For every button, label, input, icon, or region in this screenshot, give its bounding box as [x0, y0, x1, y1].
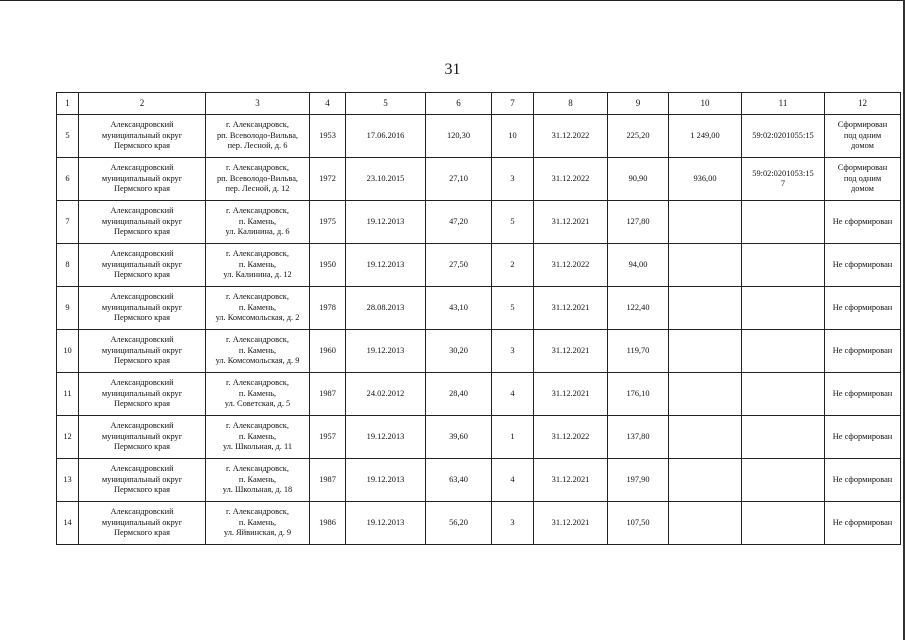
cell-land-area — [669, 373, 742, 416]
cell-living-area: 127,80 — [608, 201, 669, 244]
cell-area: 120,30 — [426, 115, 492, 158]
column-number-header: 11 — [742, 93, 825, 115]
cell-year: 1953 — [310, 115, 346, 158]
table-row — [57, 416, 901, 459]
cell-area: 47,20 — [426, 201, 492, 244]
column-number-header: 5 — [346, 93, 426, 115]
cell-residents: 4 — [492, 373, 534, 416]
cell-municipality: Александровский муниципальный округ Пермского края — [79, 416, 206, 459]
cell-land-area — [669, 244, 742, 287]
cell-area: 27,50 — [426, 244, 492, 287]
cell-deadline: 31.12.2021 — [534, 459, 608, 502]
cell-living-area: 90,90 — [608, 158, 669, 201]
cell-date: 19.12.2013 — [346, 416, 426, 459]
table-row — [57, 115, 901, 158]
cell-deadline: 31.12.2021 — [534, 330, 608, 373]
cell-residents: 3 — [492, 330, 534, 373]
cell-land-status: Не сформирован — [825, 416, 901, 459]
cell-year: 1978 — [310, 287, 346, 330]
cell-year: 1986 — [310, 502, 346, 545]
cell-date: 19.12.2013 — [346, 502, 426, 545]
column-number-header: 9 — [608, 93, 669, 115]
cell-address: г. Александровск, п. Камень, ул. Калинина, д. 12 — [206, 244, 310, 287]
cell-no: 14 — [57, 502, 79, 545]
cell-residents: 4 — [492, 459, 534, 502]
cell-year: 1957 — [310, 416, 346, 459]
cell-cadastral: 59:02:0201053:15 7 — [742, 158, 825, 201]
cell-residents: 5 — [492, 201, 534, 244]
cell-land-status: Не сформирован — [825, 201, 901, 244]
cell-date: 19.12.2013 — [346, 330, 426, 373]
table-row — [57, 201, 901, 244]
cell-land-area — [669, 330, 742, 373]
cell-living-area: 107,50 — [608, 502, 669, 545]
cell-year: 1987 — [310, 373, 346, 416]
cell-land-area: 936,00 — [669, 158, 742, 201]
table-row — [57, 158, 901, 201]
cell-cadastral — [742, 287, 825, 330]
table-header-row — [57, 93, 901, 115]
table-row — [57, 502, 901, 545]
cell-cadastral — [742, 330, 825, 373]
cell-area: 28,40 — [426, 373, 492, 416]
table-row — [57, 373, 901, 416]
cell-address: г. Александровск, п. Камень, ул. Яйвинская, д. 9 — [206, 502, 310, 545]
cell-deadline: 31.12.2021 — [534, 287, 608, 330]
cell-residents: 5 — [492, 287, 534, 330]
cell-land-status: Сформирован под одним домом — [825, 158, 901, 201]
cell-area: 27,10 — [426, 158, 492, 201]
cell-date: 24.02.2012 — [346, 373, 426, 416]
table-row — [57, 244, 901, 287]
cell-municipality: Александровский муниципальный округ Пермского края — [79, 115, 206, 158]
cell-no: 6 — [57, 158, 79, 201]
cell-cadastral — [742, 416, 825, 459]
cell-date: 19.12.2013 — [346, 201, 426, 244]
cell-living-area: 94,00 — [608, 244, 669, 287]
cell-land-area — [669, 502, 742, 545]
cell-cadastral: 59:02:0201055:15 — [742, 115, 825, 158]
cell-address: г. Александровск, п. Камень, ул. Калинина, д. 6 — [206, 201, 310, 244]
housing-register-table — [56, 92, 901, 545]
cell-cadastral — [742, 244, 825, 287]
cell-residents: 2 — [492, 244, 534, 287]
column-number-header: 2 — [79, 93, 206, 115]
cell-address: г. Александровск, п. Камень, ул. Школьная, д. 11 — [206, 416, 310, 459]
cell-address: г. Александровск, п. Камень, ул. Школьная, д. 18 — [206, 459, 310, 502]
cell-deadline: 31.12.2021 — [534, 201, 608, 244]
cell-cadastral — [742, 459, 825, 502]
cell-year: 1987 — [310, 459, 346, 502]
scan-top-edge — [0, 0, 905, 1]
cell-land-area — [669, 459, 742, 502]
cell-date: 19.12.2013 — [346, 459, 426, 502]
cell-cadastral — [742, 373, 825, 416]
cell-cadastral — [742, 201, 825, 244]
cell-deadline: 31.12.2021 — [534, 373, 608, 416]
cell-land-area: 1 249,00 — [669, 115, 742, 158]
column-number-header: 12 — [825, 93, 901, 115]
cell-land-area — [669, 201, 742, 244]
cell-address: г. Александровск, п. Камень, ул. Советская, д. 5 — [206, 373, 310, 416]
cell-land-status: Не сформирован — [825, 373, 901, 416]
cell-area: 56,20 — [426, 502, 492, 545]
cell-no: 10 — [57, 330, 79, 373]
cell-no: 7 — [57, 201, 79, 244]
cell-living-area: 122,40 — [608, 287, 669, 330]
cell-address: г. Александровск, п. Камень, ул. Комсомольская, д. 9 — [206, 330, 310, 373]
cell-date: 19.12.2013 — [346, 244, 426, 287]
cell-land-area — [669, 416, 742, 459]
cell-no: 11 — [57, 373, 79, 416]
cell-municipality: Александровский муниципальный округ Пермского края — [79, 244, 206, 287]
cell-land-status: Сформирован под одним домом — [825, 115, 901, 158]
cell-deadline: 31.12.2022 — [534, 244, 608, 287]
column-number-header: 7 — [492, 93, 534, 115]
cell-no: 5 — [57, 115, 79, 158]
cell-no: 8 — [57, 244, 79, 287]
cell-municipality: Александровский муниципальный округ Пермского края — [79, 459, 206, 502]
cell-year: 1950 — [310, 244, 346, 287]
cell-deadline: 31.12.2021 — [534, 502, 608, 545]
cell-address: г. Александровск, п. Камень, ул. Комсомольская, д. 2 — [206, 287, 310, 330]
table-row — [57, 330, 901, 373]
cell-land-status: Не сформирован — [825, 244, 901, 287]
cell-municipality: Александровский муниципальный округ Пермского края — [79, 287, 206, 330]
cell-address: г. Александровск, рп. Всеволодо-Вильва, пер. Лесной, д. 6 — [206, 115, 310, 158]
cell-municipality: Александровский муниципальный округ Пермского края — [79, 373, 206, 416]
cell-area: 39,60 — [426, 416, 492, 459]
cell-area: 30,20 — [426, 330, 492, 373]
cell-municipality: Александровский муниципальный округ Пермского края — [79, 158, 206, 201]
cell-living-area: 176,10 — [608, 373, 669, 416]
cell-municipality: Александровский муниципальный округ Пермского края — [79, 201, 206, 244]
cell-municipality: Александровский муниципальный округ Пермского края — [79, 502, 206, 545]
cell-land-status: Не сформирован — [825, 330, 901, 373]
cell-year: 1972 — [310, 158, 346, 201]
cell-residents: 1 — [492, 416, 534, 459]
cell-land-status: Не сформирован — [825, 287, 901, 330]
cell-municipality: Александровский муниципальный округ Пермского края — [79, 330, 206, 373]
column-number-header: 3 — [206, 93, 310, 115]
cell-no: 9 — [57, 287, 79, 330]
cell-residents: 10 — [492, 115, 534, 158]
cell-deadline: 31.12.2022 — [534, 115, 608, 158]
cell-area: 63,40 — [426, 459, 492, 502]
cell-deadline: 31.12.2022 — [534, 158, 608, 201]
cell-date: 23.10.2015 — [346, 158, 426, 201]
cell-area: 43,10 — [426, 287, 492, 330]
table-row — [57, 287, 901, 330]
cell-land-status: Не сформирован — [825, 502, 901, 545]
cell-date: 17.06.2016 — [346, 115, 426, 158]
cell-year: 1960 — [310, 330, 346, 373]
cell-living-area: 225,20 — [608, 115, 669, 158]
column-number-header: 1 — [57, 93, 79, 115]
page-number: 31 — [444, 61, 461, 78]
cell-living-area: 197,90 — [608, 459, 669, 502]
cell-deadline: 31.12.2022 — [534, 416, 608, 459]
cell-cadastral — [742, 502, 825, 545]
column-number-header: 6 — [426, 93, 492, 115]
column-number-header: 10 — [669, 93, 742, 115]
cell-year: 1975 — [310, 201, 346, 244]
cell-no: 12 — [57, 416, 79, 459]
column-number-header: 8 — [534, 93, 608, 115]
cell-living-area: 137,80 — [608, 416, 669, 459]
cell-land-status: Не сформирован — [825, 459, 901, 502]
cell-no: 13 — [57, 459, 79, 502]
cell-land-area — [669, 287, 742, 330]
column-number-header: 4 — [310, 93, 346, 115]
cell-address: г. Александровск, рп. Всеволодо-Вильва, пер. Лесной, д. 12 — [206, 158, 310, 201]
cell-living-area: 119,70 — [608, 330, 669, 373]
cell-residents: 3 — [492, 158, 534, 201]
cell-date: 28.08.2013 — [346, 287, 426, 330]
cell-residents: 3 — [492, 502, 534, 545]
table-row — [57, 459, 901, 502]
